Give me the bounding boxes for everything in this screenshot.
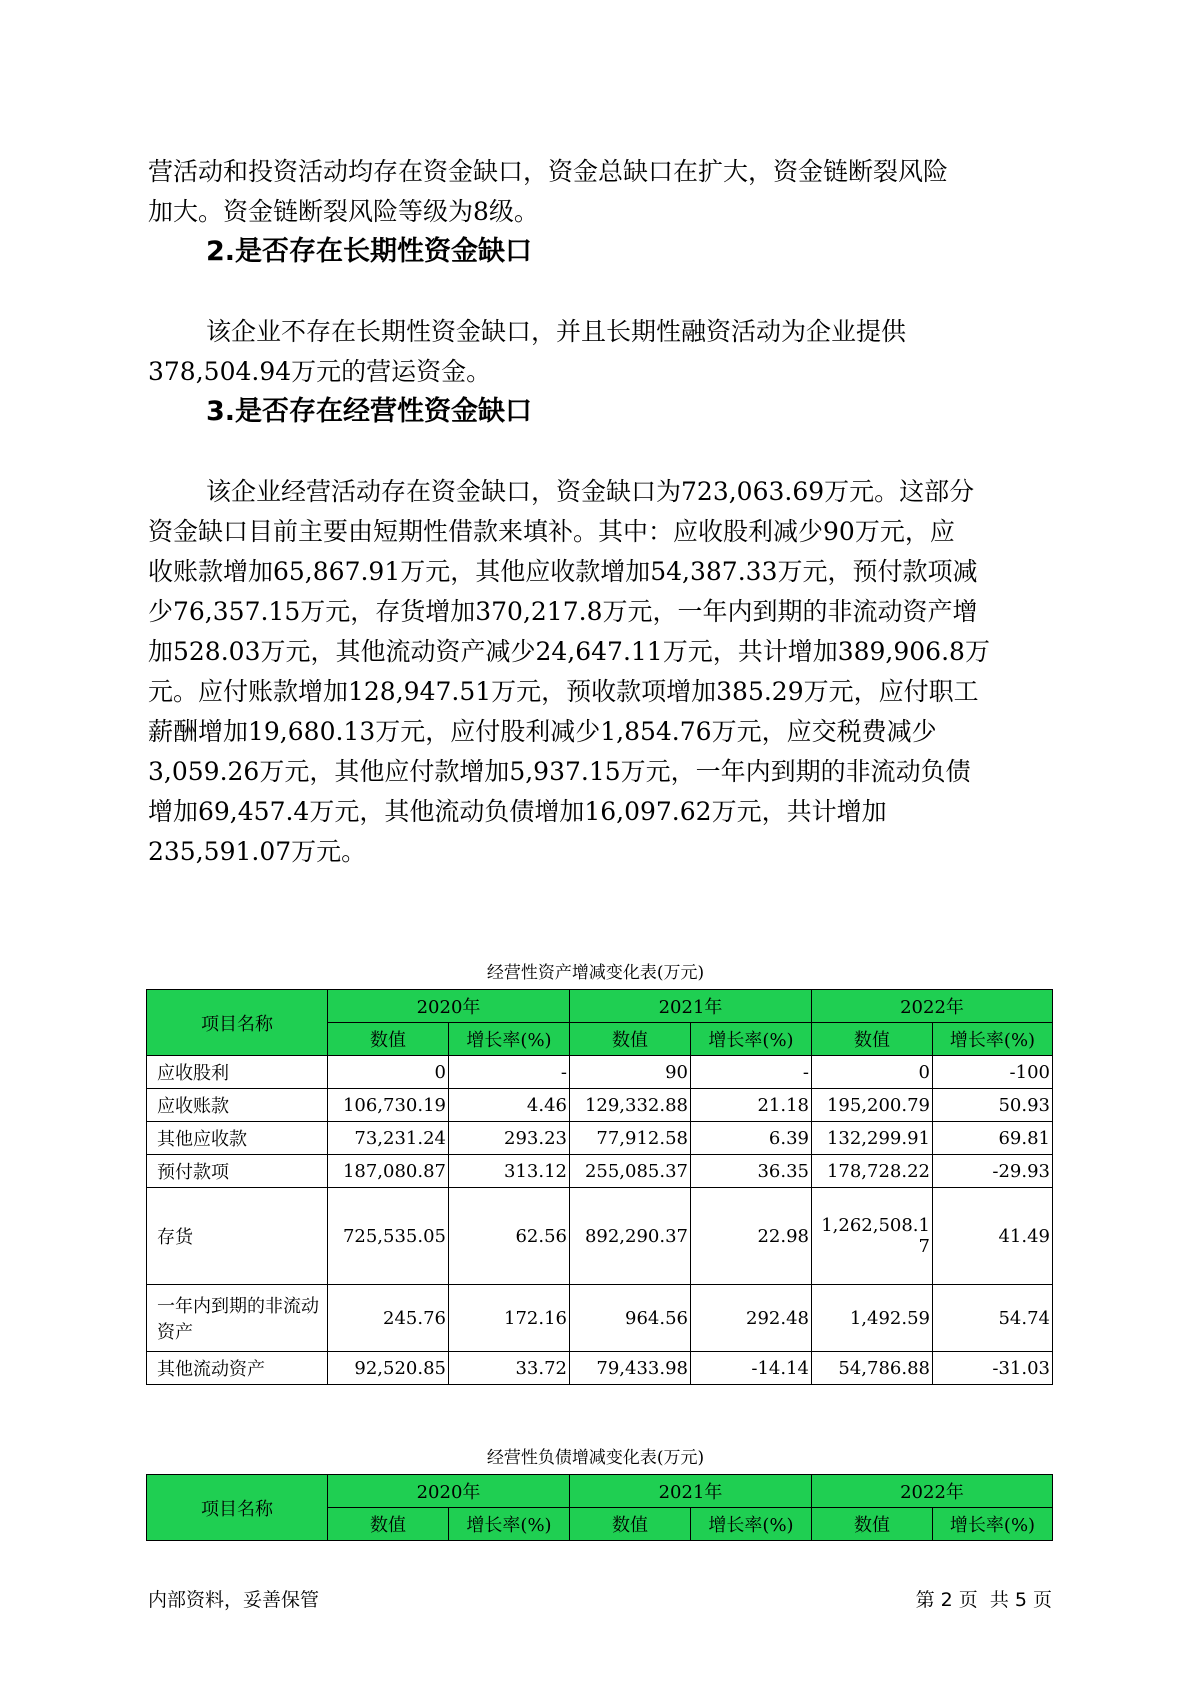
cell-rate: -14.14	[691, 1352, 812, 1385]
cell-value: 245.76	[328, 1285, 449, 1352]
cell-rate: -31.03	[933, 1352, 1053, 1385]
section3-line-3: 收账款增加65,867.91万元，其他应收款增加54,387.33万元，预付款项减	[148, 557, 978, 586]
cell-rate: 6.39	[691, 1122, 812, 1155]
table-row	[147, 1188, 1053, 1285]
section3-line-1: 该企业经营活动存在资金缺口，资金缺口为723,063.69万元。这部分	[206, 477, 975, 506]
cell-value: 54,786.88	[812, 1352, 933, 1385]
cell-rate: -29.93	[933, 1155, 1053, 1188]
assets-header-year-2022: 2022年	[812, 990, 1053, 1023]
cell-rate: 4.46	[449, 1089, 570, 1122]
section3-line-7: 薪酬增加19,680.13万元，应付股利减少1,854.76万元，应交税费减少	[148, 717, 937, 746]
cell-value: 79,433.98	[570, 1352, 691, 1385]
table-row	[147, 1122, 1053, 1155]
liabilities-header-value-2020: 数值	[328, 1508, 449, 1541]
cell-value: 129,332.88	[570, 1089, 691, 1122]
assets-header-name: 项目名称	[147, 990, 328, 1056]
section3-line-4: 少76,357.15万元，存货增加370,217.8万元，一年内到期的非流动资产增	[148, 597, 978, 626]
assets-header-year-2020: 2020年	[328, 990, 570, 1023]
cell-rate: -	[449, 1056, 570, 1089]
cell-rate: 54.74	[933, 1285, 1053, 1352]
cell-rate: 313.12	[449, 1155, 570, 1188]
row-label: 预付款项	[147, 1155, 328, 1188]
cell-value: 195,200.79	[812, 1089, 933, 1122]
cell-value: 0	[812, 1056, 933, 1089]
cell-rate: 172.16	[449, 1285, 570, 1352]
assets-header-value-2020: 数值	[328, 1023, 449, 1056]
assets-header-year-2021: 2021年	[570, 990, 812, 1023]
row-label: 其他流动资产	[147, 1352, 328, 1385]
cell-rate: 41.49	[933, 1188, 1053, 1285]
liabilities-header-year-2021: 2021年	[570, 1475, 812, 1508]
cell-rate: 33.72	[449, 1352, 570, 1385]
cell-value: 892,290.37	[570, 1188, 691, 1285]
row-label: 存货	[147, 1188, 328, 1285]
liabilities-table-caption: 经营性负债增减变化表(万元)	[486, 1448, 705, 1468]
table-row	[147, 1285, 1053, 1352]
cell-value: 725,535.05	[328, 1188, 449, 1285]
table-row	[147, 1352, 1053, 1385]
row-label: 其他应收款	[147, 1122, 328, 1155]
cell-rate: 36.35	[691, 1155, 812, 1188]
row-label: 应收股利	[147, 1056, 328, 1089]
row-label: 应收账款	[147, 1089, 328, 1122]
assets-header-value-2021: 数值	[570, 1023, 691, 1056]
table-row	[147, 1155, 1053, 1188]
cell-value: 964.56	[570, 1285, 691, 1352]
section3-line-2: 资金缺口目前主要由短期性借款来填补。其中：应收股利减少90万元，应	[148, 517, 955, 546]
cell-rate: 50.93	[933, 1089, 1053, 1122]
table-row	[147, 1089, 1053, 1122]
cell-value: 132,299.91	[812, 1122, 933, 1155]
section3-line-8: 3,059.26万元，其他应付款增加5,937.15万元，一年内到期的非流动负债	[148, 757, 971, 786]
cell-rate: 21.18	[691, 1089, 812, 1122]
cell-value: 187,080.87	[328, 1155, 449, 1188]
section3-line-5: 加528.03万元，其他流动资产减少24,647.11万元，共计增加389,906.8万	[148, 637, 990, 666]
cell-rate: 22.98	[691, 1188, 812, 1285]
cell-rate: 62.56	[449, 1188, 570, 1285]
section3-heading: 3.是否存在经营性资金缺口	[206, 396, 533, 427]
assets-header-value-2022: 数值	[812, 1023, 933, 1056]
cell-rate: -	[691, 1056, 812, 1089]
table-row	[147, 1056, 1053, 1089]
liabilities-header-rate-2021: 增长率(%)	[691, 1508, 812, 1541]
assets-header-rate-2021: 增长率(%)	[691, 1023, 812, 1056]
liabilities-table	[146, 1474, 1053, 1541]
cell-value: 255,085.37	[570, 1155, 691, 1188]
cell-rate: 69.81	[933, 1122, 1053, 1155]
assets-header-rate-2022: 增长率(%)	[933, 1023, 1053, 1056]
liabilities-header-name: 项目名称	[147, 1475, 328, 1541]
cell-value: 1,262,508.17	[812, 1188, 933, 1285]
section3-paragraph	[148, 472, 1048, 872]
assets-table	[146, 989, 1053, 1385]
liabilities-header-value-2021: 数值	[570, 1508, 691, 1541]
section3-line-9: 增加69,457.4万元，其他流动负债增加16,097.62万元，共计增加	[148, 797, 887, 826]
liabilities-header-value-2022: 数值	[812, 1508, 933, 1541]
cell-value: 77,912.58	[570, 1122, 691, 1155]
intro-line-1: 营活动和投资活动均存在资金缺口，资金总缺口在扩大，资金链断裂风险	[148, 157, 949, 186]
cell-value: 106,730.19	[328, 1089, 449, 1122]
cell-rate: -100	[933, 1056, 1053, 1089]
assets-table-caption: 经营性资产增减变化表(万元)	[486, 963, 705, 983]
footer-page-number: 第 2 页 共 5 页	[915, 1589, 1052, 1611]
section2-heading: 2.是否存在长期性资金缺口	[206, 236, 533, 267]
cell-value: 90	[570, 1056, 691, 1089]
section3-line-10: 235,591.07万元。	[148, 837, 367, 866]
footer-confidential-note: 内部资料，妥善保管	[148, 1589, 320, 1611]
assets-header-rate-2020: 增长率(%)	[449, 1023, 570, 1056]
cell-value: 178,728.22	[812, 1155, 933, 1188]
section2-line-2: 378,504.94万元的营运资金。	[148, 357, 492, 386]
liabilities-header-year-2020: 2020年	[328, 1475, 570, 1508]
intro-paragraph	[148, 152, 1048, 232]
cell-value: 1,492.59	[812, 1285, 933, 1352]
cell-value: 73,231.24	[328, 1122, 449, 1155]
cell-value: 92,520.85	[328, 1352, 449, 1385]
liabilities-header-year-2022: 2022年	[812, 1475, 1053, 1508]
section3-line-6: 元。应付账款增加128,947.51万元，预收款项增加385.29万元，应付职工	[148, 677, 979, 706]
intro-line-2: 加大。资金链断裂风险等级为8级。	[148, 197, 539, 226]
cell-value: 0	[328, 1056, 449, 1089]
cell-rate: 293.23	[449, 1122, 570, 1155]
section2-paragraph	[148, 312, 1048, 392]
liabilities-header-rate-2022: 增长率(%)	[933, 1508, 1053, 1541]
cell-rate: 292.48	[691, 1285, 812, 1352]
section2-line-1: 该企业不存在长期性资金缺口，并且长期性融资活动为企业提供	[206, 317, 907, 346]
row-label: 一年内到期的非流动资产	[147, 1285, 328, 1352]
liabilities-header-rate-2020: 增长率(%)	[449, 1508, 570, 1541]
